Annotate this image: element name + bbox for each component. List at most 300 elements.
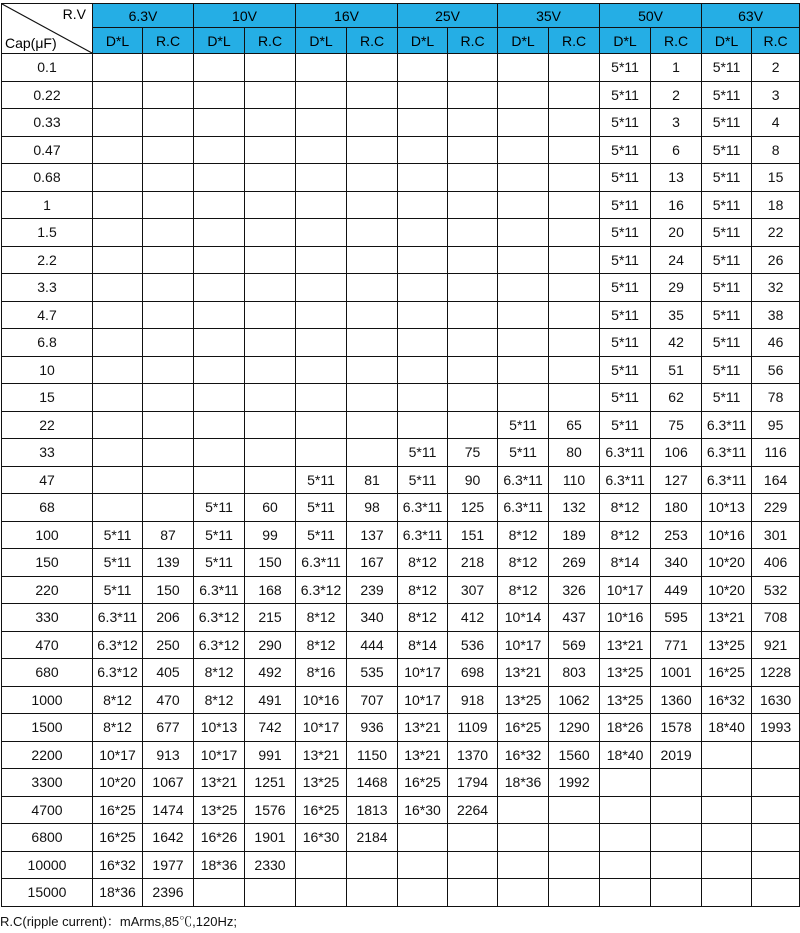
- case-size-cell: [296, 384, 347, 412]
- ripple-current-cell: 29: [651, 274, 702, 302]
- case-size-cell: [600, 796, 651, 824]
- ripple-current-cell: [347, 246, 398, 274]
- table-row: [2, 824, 800, 852]
- case-size-cell: 16*25: [93, 824, 143, 852]
- case-size-cell: 10*17: [296, 714, 347, 742]
- case-size-cell: 16*30: [398, 796, 448, 824]
- table-row: [2, 659, 800, 687]
- ripple-current-cell: [549, 274, 600, 302]
- capacitor-spec-table: [1, 3, 800, 907]
- ripple-current-cell: [347, 411, 398, 439]
- table-row: [2, 384, 800, 412]
- ripple-current-cell: 15: [752, 164, 800, 192]
- case-size-cell: [600, 851, 651, 879]
- case-size-cell: [398, 164, 448, 192]
- table-row: [2, 714, 800, 742]
- case-size-cell: [296, 191, 347, 219]
- capacitance-cell: 10: [2, 356, 93, 384]
- case-size-cell: [398, 356, 448, 384]
- capacitance-cell: 4.7: [2, 301, 93, 329]
- ripple-current-cell: [143, 411, 194, 439]
- ripple-current-cell: [347, 879, 398, 907]
- case-size-cell: [498, 329, 549, 357]
- case-size-cell: 16*25: [93, 796, 143, 824]
- ripple-current-cell: 18: [752, 191, 800, 219]
- ripple-current-cell: 991: [245, 741, 296, 769]
- ripple-current-cell: [347, 301, 398, 329]
- case-size-cell: [398, 851, 448, 879]
- case-size-cell: 6.3*11: [600, 439, 651, 467]
- voltage-header-6v3: 6.3V: [93, 4, 194, 28]
- ripple-current-cell: [347, 81, 398, 109]
- ripple-current-cell: [549, 879, 600, 907]
- ripple-current-cell: 2184: [347, 824, 398, 852]
- table-row: [2, 466, 800, 494]
- case-size-cell: [93, 301, 143, 329]
- ripple-current-cell: [347, 384, 398, 412]
- ripple-current-cell: 2396: [143, 879, 194, 907]
- case-size-cell: 5*11: [600, 411, 651, 439]
- table-row: [2, 329, 800, 357]
- case-size-cell: 10*16: [296, 686, 347, 714]
- case-size-cell: [398, 301, 448, 329]
- ripple-current-cell: [448, 191, 498, 219]
- case-size-cell: 10*17: [194, 741, 245, 769]
- ripple-current-cell: 75: [651, 411, 702, 439]
- case-size-cell: [296, 219, 347, 247]
- capacitance-cell: 0.47: [2, 136, 93, 164]
- ripple-current-cell: [143, 109, 194, 137]
- ripple-current-cell: 340: [347, 604, 398, 632]
- ripple-current-cell: [448, 329, 498, 357]
- ripple-current-cell: [143, 356, 194, 384]
- case-size-cell: [93, 494, 143, 522]
- table-row: [2, 219, 800, 247]
- case-size-cell: [296, 879, 347, 907]
- case-size-cell: [194, 136, 245, 164]
- ripple-current-cell: 75: [448, 439, 498, 467]
- ripple-current-cell: [752, 851, 800, 879]
- ripple-current-cell: 125: [448, 494, 498, 522]
- ripple-current-cell: 290: [245, 631, 296, 659]
- case-size-cell: [702, 879, 752, 907]
- capacitance-cell: 0.22: [2, 81, 93, 109]
- case-size-cell: 8*14: [398, 631, 448, 659]
- ripple-current-cell: [143, 494, 194, 522]
- capacitance-cell: 15000: [2, 879, 93, 907]
- ripple-current-cell: 803: [549, 659, 600, 687]
- case-size-cell: 6.3*11: [498, 494, 549, 522]
- table-row: [2, 576, 800, 604]
- case-size-cell: [194, 54, 245, 82]
- case-size-cell: 5*11: [702, 191, 752, 219]
- ripple-current-cell: [651, 824, 702, 852]
- ripple-current-cell: 253: [651, 521, 702, 549]
- ripple-current-cell: [245, 274, 296, 302]
- ripple-current-cell: [143, 466, 194, 494]
- case-size-cell: 13*25: [296, 769, 347, 797]
- ripple-current-cell: [448, 219, 498, 247]
- ripple-current-cell: [245, 384, 296, 412]
- ripple-current-cell: [448, 851, 498, 879]
- case-size-cell: [194, 329, 245, 357]
- ripple-current-cell: 569: [549, 631, 600, 659]
- ripple-current-cell: 90: [448, 466, 498, 494]
- capacitance-cell: 3.3: [2, 274, 93, 302]
- case-size-cell: [702, 769, 752, 797]
- ripple-current-cell: 132: [549, 494, 600, 522]
- ripple-current-cell: 326: [549, 576, 600, 604]
- case-size-cell: 5*11: [600, 329, 651, 357]
- case-size-cell: 8*12: [398, 576, 448, 604]
- ripple-current-cell: [549, 81, 600, 109]
- ripple-current-cell: [347, 274, 398, 302]
- ripple-current-cell: 491: [245, 686, 296, 714]
- dl-header: D*L: [93, 28, 143, 54]
- case-size-cell: [498, 274, 549, 302]
- ripple-current-cell: 127: [651, 466, 702, 494]
- case-size-cell: 5*11: [600, 274, 651, 302]
- case-size-cell: [194, 301, 245, 329]
- ripple-current-cell: [752, 741, 800, 769]
- case-size-cell: 13*21: [194, 769, 245, 797]
- case-size-cell: [93, 191, 143, 219]
- case-size-cell: [93, 136, 143, 164]
- ripple-current-cell: 269: [549, 549, 600, 577]
- case-size-cell: [398, 246, 448, 274]
- ripple-current-cell: 4: [752, 109, 800, 137]
- table-row: [2, 521, 800, 549]
- ripple-current-cell: 444: [347, 631, 398, 659]
- case-size-cell: [296, 164, 347, 192]
- case-size-cell: [398, 191, 448, 219]
- capacitance-cell: 68: [2, 494, 93, 522]
- case-size-cell: 8*12: [600, 521, 651, 549]
- case-size-cell: 13*21: [498, 659, 549, 687]
- case-size-cell: [93, 439, 143, 467]
- table-body: [2, 54, 800, 907]
- capacitance-cell: 10000: [2, 851, 93, 879]
- ripple-current-cell: 99: [245, 521, 296, 549]
- ripple-current-cell: 206: [143, 604, 194, 632]
- ripple-current-cell: 771: [651, 631, 702, 659]
- case-size-cell: 6.3*11: [93, 604, 143, 632]
- case-size-cell: 5*11: [702, 356, 752, 384]
- ripple-current-cell: [245, 466, 296, 494]
- voltage-header-16v: 16V: [296, 4, 398, 28]
- case-size-cell: 6.3*11: [194, 576, 245, 604]
- case-size-cell: 5*11: [702, 219, 752, 247]
- ripple-current-cell: [245, 81, 296, 109]
- ripple-current-cell: 2: [752, 54, 800, 82]
- ripple-current-cell: 81: [347, 466, 398, 494]
- case-size-cell: [296, 329, 347, 357]
- ripple-current-cell: 1150: [347, 741, 398, 769]
- ripple-current-cell: [143, 329, 194, 357]
- corner-header-cell: [2, 4, 93, 54]
- case-size-cell: [398, 54, 448, 82]
- ripple-current-cell: [448, 246, 498, 274]
- ripple-current-cell: [143, 246, 194, 274]
- ripple-current-cell: 60: [245, 494, 296, 522]
- ripple-current-cell: 116: [752, 439, 800, 467]
- case-size-cell: 5*11: [600, 356, 651, 384]
- case-size-cell: 5*11: [398, 439, 448, 467]
- case-size-cell: [498, 81, 549, 109]
- case-size-cell: [498, 109, 549, 137]
- ripple-current-cell: 1290: [549, 714, 600, 742]
- ripple-current-cell: 22: [752, 219, 800, 247]
- dl-header: D*L: [296, 28, 347, 54]
- case-size-cell: 8*16: [296, 659, 347, 687]
- capacitance-cell: 22: [2, 411, 93, 439]
- case-size-cell: [194, 246, 245, 274]
- ripple-current-footnote: R.C(ripple current)：mArms,85℃,120Hz;: [0, 914, 237, 929]
- ripple-current-cell: 677: [143, 714, 194, 742]
- case-size-cell: 8*14: [600, 549, 651, 577]
- ripple-current-cell: [245, 439, 296, 467]
- case-size-cell: [398, 219, 448, 247]
- case-size-cell: 13*25: [498, 686, 549, 714]
- case-size-cell: 5*11: [702, 164, 752, 192]
- rated-voltage-label: R.V: [62, 6, 86, 22]
- case-size-cell: 6.3*11: [296, 549, 347, 577]
- ripple-current-cell: 707: [347, 686, 398, 714]
- case-size-cell: 18*36: [93, 879, 143, 907]
- capacitance-cell: 100: [2, 521, 93, 549]
- rc-header: R.C: [651, 28, 702, 54]
- case-size-cell: 18*40: [600, 741, 651, 769]
- ripple-current-cell: 51: [651, 356, 702, 384]
- ripple-current-cell: 106: [651, 439, 702, 467]
- ripple-current-cell: [245, 246, 296, 274]
- case-size-cell: 6.3*12: [296, 576, 347, 604]
- case-size-cell: 6.3*11: [702, 466, 752, 494]
- rc-header: R.C: [549, 28, 600, 54]
- case-size-cell: [296, 246, 347, 274]
- case-size-cell: 13*25: [600, 659, 651, 687]
- ripple-current-cell: 1630: [752, 686, 800, 714]
- case-size-cell: [398, 109, 448, 137]
- case-size-cell: 6.3*12: [194, 604, 245, 632]
- ripple-current-cell: 65: [549, 411, 600, 439]
- case-size-cell: 6.3*11: [498, 466, 549, 494]
- ripple-current-cell: [752, 879, 800, 907]
- ripple-current-cell: 250: [143, 631, 194, 659]
- ripple-current-cell: 742: [245, 714, 296, 742]
- capacitance-cell: 0.68: [2, 164, 93, 192]
- case-size-cell: 5*11: [398, 466, 448, 494]
- dl-header: D*L: [702, 28, 752, 54]
- capacitance-cell: 1500: [2, 714, 93, 742]
- ripple-current-cell: 1370: [448, 741, 498, 769]
- ripple-current-cell: 2019: [651, 741, 702, 769]
- ripple-current-cell: 164: [752, 466, 800, 494]
- voltage-header-10v: 10V: [194, 4, 296, 28]
- case-size-cell: [194, 164, 245, 192]
- case-size-cell: 10*16: [600, 604, 651, 632]
- ripple-current-cell: [245, 301, 296, 329]
- ripple-current-cell: 708: [752, 604, 800, 632]
- case-size-cell: 5*11: [702, 246, 752, 274]
- table-row: [2, 246, 800, 274]
- case-size-cell: 5*11: [194, 521, 245, 549]
- ripple-current-cell: [651, 796, 702, 824]
- ripple-current-cell: 340: [651, 549, 702, 577]
- ripple-current-cell: 913: [143, 741, 194, 769]
- table-row: [2, 686, 800, 714]
- case-size-cell: 10*17: [398, 659, 448, 687]
- case-size-cell: 8*12: [194, 659, 245, 687]
- case-size-cell: [93, 219, 143, 247]
- ripple-current-cell: [651, 851, 702, 879]
- ripple-current-cell: [245, 136, 296, 164]
- ripple-current-cell: 1067: [143, 769, 194, 797]
- ripple-current-cell: [245, 356, 296, 384]
- table-row: [2, 411, 800, 439]
- case-size-cell: [194, 274, 245, 302]
- ripple-current-cell: 412: [448, 604, 498, 632]
- case-size-cell: 16*32: [702, 686, 752, 714]
- case-size-cell: [498, 164, 549, 192]
- ripple-current-cell: 13: [651, 164, 702, 192]
- ripple-current-cell: 1468: [347, 769, 398, 797]
- ripple-current-cell: [549, 54, 600, 82]
- case-size-cell: [498, 136, 549, 164]
- capacitance-cell: 0.33: [2, 109, 93, 137]
- case-size-cell: [398, 879, 448, 907]
- ripple-current-cell: [448, 54, 498, 82]
- case-size-cell: [194, 81, 245, 109]
- table-row: [2, 109, 800, 137]
- ripple-current-cell: [448, 81, 498, 109]
- case-size-cell: [296, 136, 347, 164]
- ripple-current-cell: 87: [143, 521, 194, 549]
- ripple-current-cell: 139: [143, 549, 194, 577]
- ripple-current-cell: 1977: [143, 851, 194, 879]
- capacitance-label: Cap(μF): [5, 35, 57, 51]
- case-size-cell: [93, 274, 143, 302]
- ripple-current-cell: [549, 329, 600, 357]
- ripple-current-cell: [448, 164, 498, 192]
- case-size-cell: 13*21: [600, 631, 651, 659]
- ripple-current-cell: [143, 191, 194, 219]
- ripple-current-cell: 470: [143, 686, 194, 714]
- table-row: [2, 356, 800, 384]
- ripple-current-cell: 215: [245, 604, 296, 632]
- case-size-cell: 6.3*12: [93, 631, 143, 659]
- ripple-current-cell: 1474: [143, 796, 194, 824]
- case-size-cell: 8*12: [600, 494, 651, 522]
- case-size-cell: 6.3*11: [702, 439, 752, 467]
- case-size-cell: 6.3*11: [600, 466, 651, 494]
- table-row: [2, 604, 800, 632]
- ripple-current-cell: [549, 851, 600, 879]
- case-size-cell: [93, 384, 143, 412]
- case-size-cell: 18*40: [702, 714, 752, 742]
- case-size-cell: 5*11: [702, 384, 752, 412]
- table-row: [2, 494, 800, 522]
- ripple-current-cell: [245, 411, 296, 439]
- table-row: [2, 796, 800, 824]
- capacitance-cell: 680: [2, 659, 93, 687]
- case-size-cell: [93, 109, 143, 137]
- ripple-current-cell: 42: [651, 329, 702, 357]
- case-size-cell: [702, 796, 752, 824]
- case-size-cell: 5*11: [93, 549, 143, 577]
- rc-header: R.C: [347, 28, 398, 54]
- ripple-current-cell: [245, 879, 296, 907]
- case-size-cell: 13*21: [398, 714, 448, 742]
- capacitance-cell: 33: [2, 439, 93, 467]
- ripple-current-cell: 229: [752, 494, 800, 522]
- ripple-current-cell: 301: [752, 521, 800, 549]
- ripple-current-cell: [143, 384, 194, 412]
- case-size-cell: 10*20: [702, 576, 752, 604]
- case-size-cell: [93, 411, 143, 439]
- case-size-cell: 10*20: [702, 549, 752, 577]
- case-size-cell: 6.3*11: [398, 494, 448, 522]
- case-size-cell: [398, 274, 448, 302]
- case-size-cell: [296, 411, 347, 439]
- case-size-cell: 8*12: [194, 686, 245, 714]
- case-size-cell: [702, 824, 752, 852]
- ripple-current-cell: [245, 54, 296, 82]
- case-size-cell: 5*11: [600, 384, 651, 412]
- ripple-current-cell: [245, 164, 296, 192]
- case-size-cell: [600, 879, 651, 907]
- ripple-current-cell: [549, 219, 600, 247]
- case-size-cell: 5*11: [600, 81, 651, 109]
- ripple-current-cell: [143, 136, 194, 164]
- case-size-cell: 10*14: [498, 604, 549, 632]
- sub-header-row: [2, 28, 800, 54]
- case-size-cell: 5*11: [296, 521, 347, 549]
- ripple-current-cell: [549, 246, 600, 274]
- case-size-cell: 8*12: [93, 714, 143, 742]
- case-size-cell: 16*32: [93, 851, 143, 879]
- ripple-current-cell: [143, 439, 194, 467]
- case-size-cell: [194, 466, 245, 494]
- case-size-cell: [498, 824, 549, 852]
- case-size-cell: [296, 439, 347, 467]
- case-size-cell: [93, 246, 143, 274]
- case-size-cell: 5*11: [194, 549, 245, 577]
- ripple-current-cell: 137: [347, 521, 398, 549]
- case-size-cell: [498, 54, 549, 82]
- ripple-current-cell: [347, 219, 398, 247]
- case-size-cell: 16*30: [296, 824, 347, 852]
- ripple-current-cell: 2330: [245, 851, 296, 879]
- ripple-current-cell: 167: [347, 549, 398, 577]
- ripple-current-cell: [448, 879, 498, 907]
- ripple-current-cell: 180: [651, 494, 702, 522]
- ripple-current-cell: 1578: [651, 714, 702, 742]
- ripple-current-cell: 239: [347, 576, 398, 604]
- ripple-current-cell: [347, 136, 398, 164]
- ripple-current-cell: [752, 796, 800, 824]
- case-size-cell: [93, 466, 143, 494]
- case-size-cell: 10*17: [398, 686, 448, 714]
- dl-header: D*L: [498, 28, 549, 54]
- case-size-cell: 8*12: [498, 521, 549, 549]
- ripple-current-cell: 2: [651, 81, 702, 109]
- case-size-cell: [296, 109, 347, 137]
- capacitance-cell: 1.5: [2, 219, 93, 247]
- ripple-current-cell: 32: [752, 274, 800, 302]
- case-size-cell: 5*11: [296, 466, 347, 494]
- capacitance-cell: 4700: [2, 796, 93, 824]
